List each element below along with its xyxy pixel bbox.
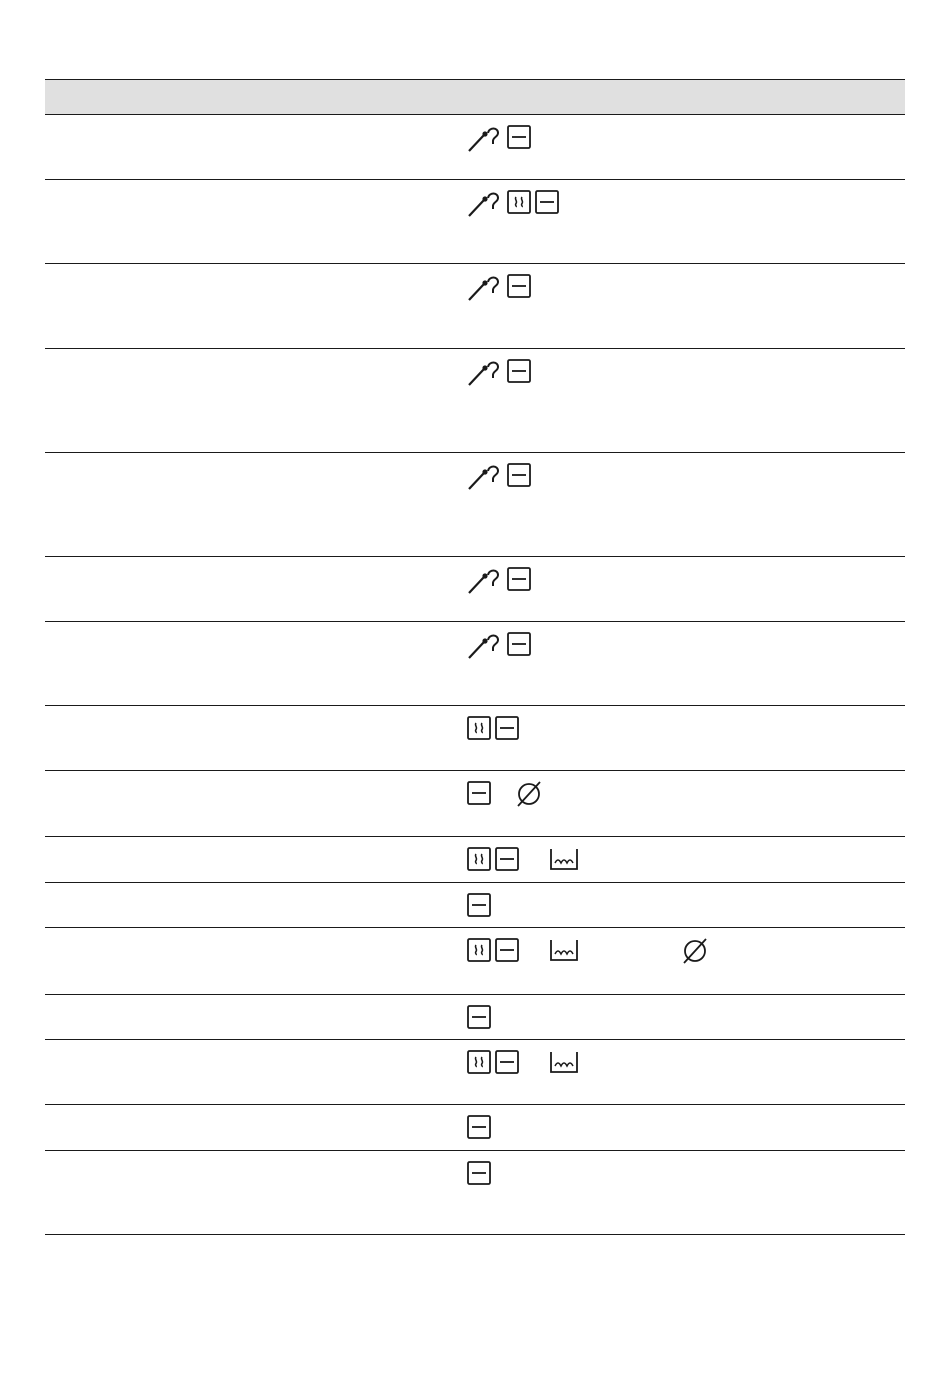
row-label-cell [45, 1105, 465, 1150]
row-label-cell [45, 706, 465, 770]
probe-icon [467, 359, 501, 387]
settings-table [45, 79, 905, 1235]
row-label-cell [45, 1040, 465, 1104]
row-label-cell [45, 995, 465, 1039]
diameter-icon [515, 781, 543, 809]
table-row [45, 837, 905, 883]
row-label-cell [45, 349, 465, 452]
probe-icon [467, 632, 501, 660]
steam-icon [507, 190, 531, 214]
table-row [45, 1151, 905, 1235]
steam-icon [467, 938, 491, 962]
diameter-icon [681, 938, 709, 966]
probe-icon [467, 125, 501, 153]
row-label-cell [45, 837, 465, 882]
probe-icon [467, 274, 501, 302]
row-label-cell [45, 928, 465, 994]
water-tray-icon [549, 938, 579, 964]
bottom-heat-icon [507, 463, 531, 487]
table-row [45, 453, 905, 557]
bottom-heat-icon [507, 274, 531, 298]
row-label-cell [45, 1151, 465, 1234]
bottom-heat-icon [467, 1005, 491, 1029]
row-label-cell [45, 622, 465, 705]
row-label-cell [45, 453, 465, 556]
steam-icon [467, 847, 491, 871]
row-label-cell [45, 883, 465, 927]
water-tray-icon [549, 847, 579, 873]
table-row [45, 1040, 905, 1105]
water-tray-icon [549, 1050, 579, 1076]
row-label-cell [45, 557, 465, 621]
table-row [45, 1105, 905, 1151]
table-row [45, 995, 905, 1040]
bottom-heat-icon [467, 1161, 491, 1185]
bottom-heat-icon [467, 781, 491, 805]
bottom-heat-icon [495, 1050, 519, 1074]
row-label-cell [45, 115, 465, 179]
steam-icon [467, 716, 491, 740]
bottom-heat-icon [535, 190, 559, 214]
row-label-cell [45, 771, 465, 836]
table-header [45, 79, 905, 115]
table-row [45, 349, 905, 453]
bottom-heat-icon [507, 632, 531, 656]
table-row [45, 928, 905, 995]
probe-icon [467, 463, 501, 491]
bottom-heat-icon [467, 893, 491, 917]
table-row [45, 622, 905, 706]
probe-icon [467, 567, 501, 595]
table-row [45, 180, 905, 264]
table-row [45, 883, 905, 928]
bottom-heat-icon [507, 359, 531, 383]
bottom-heat-icon [495, 716, 519, 740]
bottom-heat-icon [495, 847, 519, 871]
bottom-heat-icon [467, 1115, 491, 1139]
table-row [45, 557, 905, 622]
table-row [45, 264, 905, 349]
table-row [45, 706, 905, 771]
bottom-heat-icon [507, 125, 531, 149]
steam-icon [467, 1050, 491, 1074]
bottom-heat-icon [495, 938, 519, 962]
row-label-cell [45, 180, 465, 263]
table-row [45, 771, 905, 837]
probe-icon [467, 190, 501, 218]
table-row [45, 115, 905, 180]
row-label-cell [45, 264, 465, 348]
bottom-heat-icon [507, 567, 531, 591]
